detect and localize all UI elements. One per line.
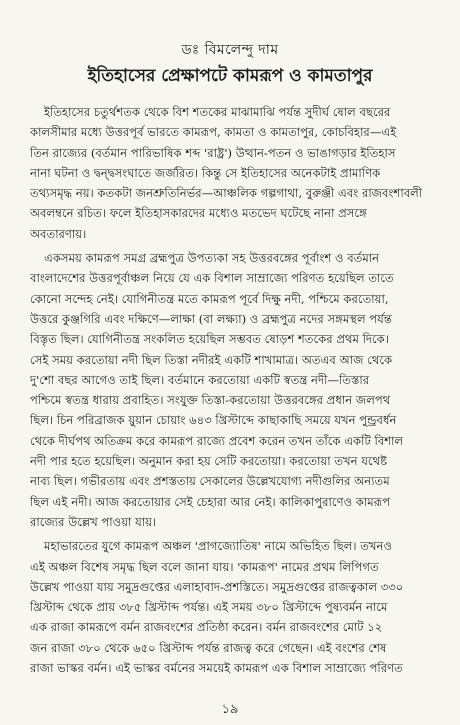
text-line: উত্তরে কুঞ্জগিরি এবং দক্ষিণে—লাক্ষা (বা লক্ষ্যা) ও ব্রহ্মপুত্র নদের সঙ্গমস্থল পর্যন্ত bbox=[30, 311, 392, 326]
text-line: নাব্য ছিল। গভীরতায় এবং প্রশস্ততায় সেকালের উল্লেখযোগ্য নদীগুলির অন্যতম bbox=[30, 474, 390, 489]
text-line: মহাভারতের যুগে কামরূপ অঞ্চল 'প্রাগজ্যোতিষ' নামে অভিহিত ছিল। তখনও bbox=[44, 539, 392, 554]
chapter-title: ইতিহাসের প্রেক্ষাপটে কামরূপ ও কামতাপুর bbox=[87, 66, 373, 86]
text-line: ইতিহাসের চতুর্থশতক থেকে বিশ শতকের মাঝামাঝি পর্যন্ত সুদীর্ঘ ষোল বছরের bbox=[44, 105, 391, 119]
text-line: বাংলাদেশের উত্তরপূর্বাঞ্চল নিয়ে যে এক বিশাল সাম্রাজ্যে পরিণত হয়েছিল তাতে bbox=[30, 271, 394, 286]
text-line: খ্রিস্টাব্দ থেকে প্রায় ৩৮৫ খ্রিস্টাব্দ পর্যন্ত। এই সময় ৩৮০ খ্রিস্টাব্দে পুষ্যবর্মন নামে bbox=[30, 600, 388, 615]
text-line: ছিল। চিন পরিব্রাজক য়ুয়ান চোয়াং ৬৪৩ খ্রিস্টাব্দে কাছাকাছি সময়ে যখন পুন্ড্রবর্ধন bbox=[30, 413, 397, 428]
text-line: নদী পার হতে হয়েছিল। অনুমান করা হয় সেটি করতোয়া। করতোয়া তখন যথেষ্ট bbox=[30, 454, 388, 469]
text-line: তথ্যসমৃদ্ধ নয়। কতকটা জনশ্রুতিনির্ভর—আঞ্চলিক গল্পগাথা, বুরুঞ্জী এবং রাজবংশাবলী bbox=[30, 186, 423, 201]
text-line: থেকে দীর্ঘপথ অতিক্রম করে কামরূপ রাজ্যে প্রবেশ করেন তখন তাঁকে একটি বিশাল bbox=[30, 433, 404, 448]
paragraph-2 bbox=[30, 248, 438, 532]
text-line: কোনো সন্দেহ নেই। যোগিনীতন্ত্র মতে কামরূপ পূর্বে দিক্ষু নদী, পশ্চিমে করতোয়া, bbox=[30, 291, 389, 306]
author-name: ডঃ বিমলেন্দু দাম bbox=[181, 42, 279, 58]
text-line: নানা ঘটনা ও দ্বন্দ্বসংঘাতে জর্জরিত। কিন্তু সে ইতিহাসের অনেকটাই প্রামাণিক bbox=[30, 165, 381, 180]
text-line: সেই সময় করতোয়া নদী ছিল তিস্তা নদীরই একটি শাখামাত্র। অতএব আজ থেকে bbox=[30, 352, 393, 367]
text-line: জন রাজা ৩৮০ থেকে ৬৫০ খ্রিস্টাব্দ পর্যন্ত রাজত্ব করে গেছেন। এই বংশের শেষ bbox=[30, 640, 387, 655]
text-line: একসময় কামরূপ সমগ্র ব্রহ্মপুত্র উপত্যকা সহ উত্তরবঙ্গের পূর্বাংশ ও বর্তমান bbox=[44, 251, 380, 266]
text-line: পশ্চিমে স্বতন্ত্র ধারায় প্রবাহিত। সংযুক্ত তিস্তা-করতোয়া উত্তরবঙ্গের প্রধান জলপথ bbox=[30, 393, 391, 408]
text-line: উল্লেখ পাওয়া যায় সমুদ্রগুপ্তের এলাহাবাদ-প্রশস্তিতে। সমুদ্রগুপ্তের রাজত্বকাল ৩৩০ bbox=[30, 579, 404, 594]
body-text bbox=[30, 102, 438, 678]
text-line: এক রাজা কামরূপে বর্মন রাজবংশের প্রতিষ্ঠা করেন। বর্মন রাজবংশের মোট ১২ bbox=[30, 620, 383, 635]
text-line: বিস্তৃত ছিল। যোগিনীতন্ত্র সংকলিত হয়েছিল সম্ভবত ষোড়শ শতকের প্রথম দিকে। bbox=[30, 332, 389, 347]
text-line: রাজা ভাস্কর বর্মন। এই ভাস্কর বর্মনের সময়েই কামরূপ এক বিশাল সাম্রাজ্যে পরিণত bbox=[30, 661, 403, 676]
paragraph-1 bbox=[30, 102, 438, 244]
text-line: ছিল এই নদী। আজ করতোয়ার সেই চেহারা আর নেই। কালিকাপুরাণেও কামরূপ bbox=[30, 494, 391, 509]
text-line: কালসীমার মধ্যে উত্তরপূর্ব ভারতে কামরূপ, কামতা ও কামতাপুর, কোচবিহার—এই bbox=[30, 125, 397, 140]
paragraph-3 bbox=[30, 536, 438, 678]
text-line: দু'শো বছর আগেও তাই ছিল। বর্তমানে করতোয়া একটি স্বতন্ত্র নদী—তিস্তার bbox=[30, 372, 370, 387]
text-line: অবলম্বনে রচিত। ফলে ইতিহাসকারদের মধ্যেও মতভেদ ঘটেছে নানা প্রসঙ্গে bbox=[30, 206, 367, 221]
text-line: অবতারণায়। bbox=[30, 226, 87, 241]
text-line: এই অঞ্চল বিশেষ সমৃদ্ধ ছিল বলে জানা যায়। 'কামরূপ' নামের প্রথম লিপিগত bbox=[30, 559, 379, 574]
text-line: তিন রাজ্যের (বর্তমান পারিভাষিক শব্দ 'রাষ্ট্র') উত্থান-পতন ও ভাঙাগড়ার ইতিহাস bbox=[30, 145, 396, 160]
page-number: ১৯ bbox=[221, 702, 239, 717]
text-line: রাজ্যের উল্লেখ পাওয়া যায়। bbox=[30, 514, 157, 529]
